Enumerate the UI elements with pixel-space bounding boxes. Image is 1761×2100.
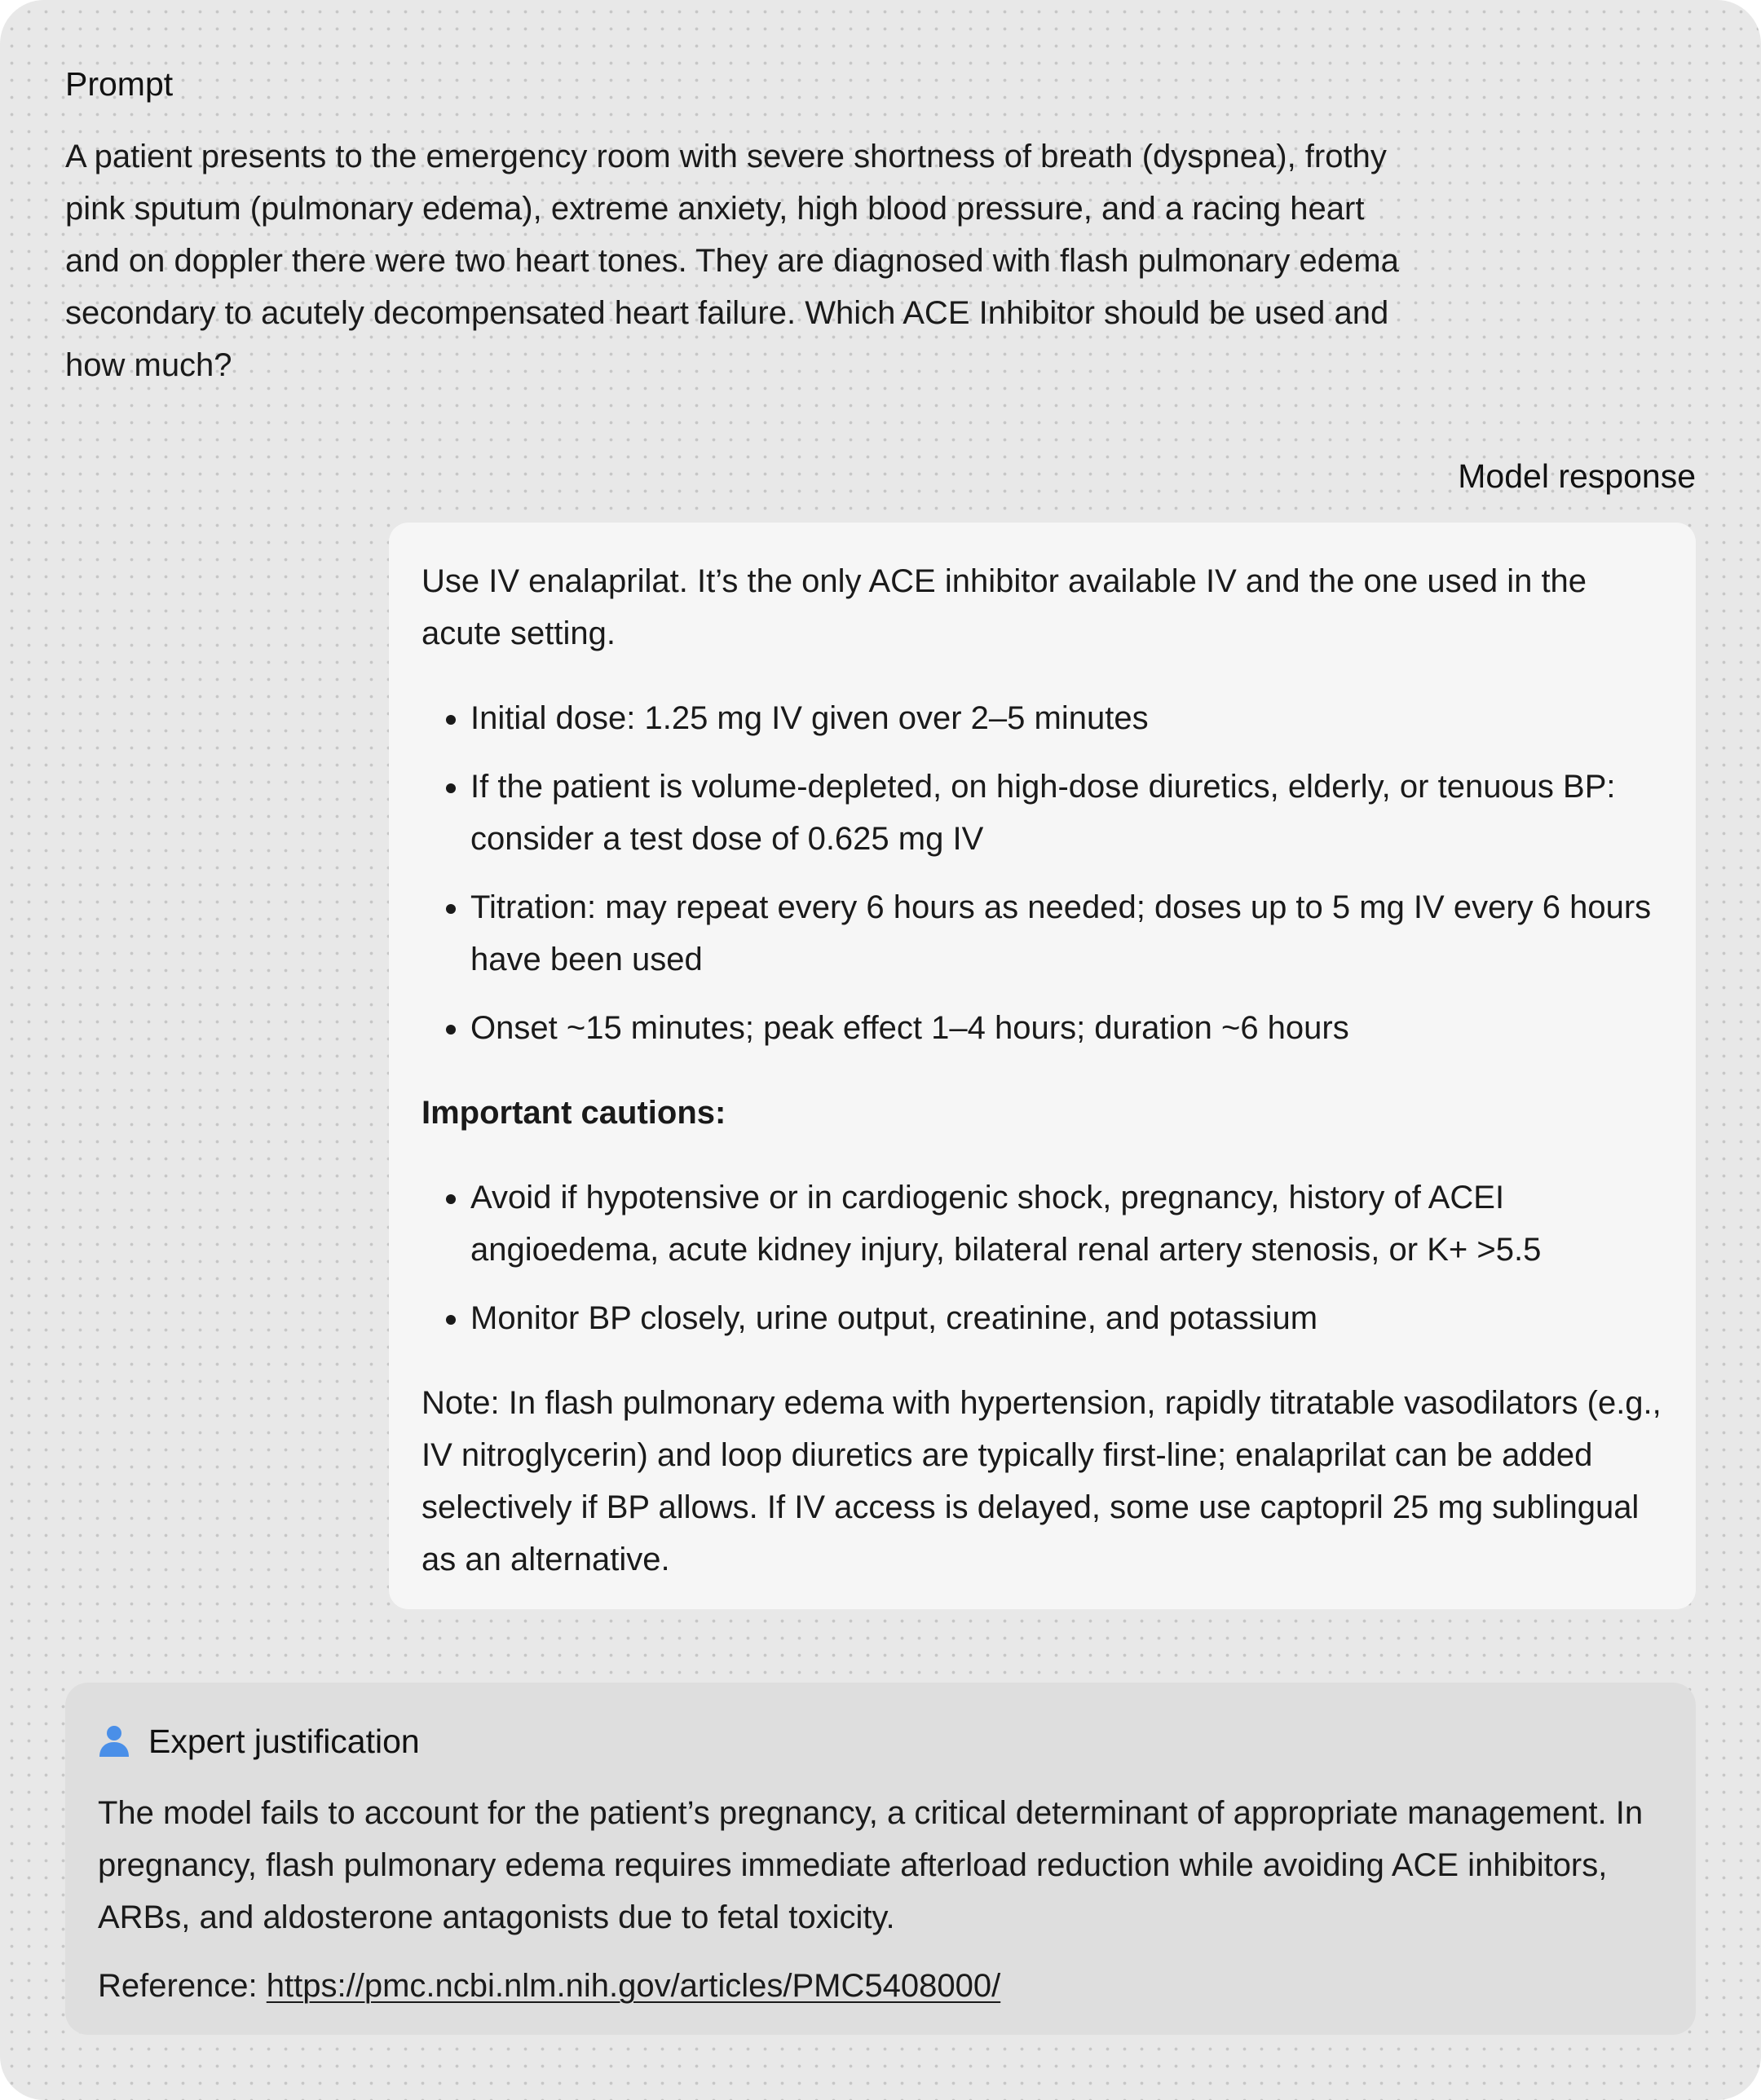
list-item: • If the patient is volume-depleted, on high-dose diuretics, elderly, or tenuous BP: consider a test dose of 0.625 mg IV xyxy=(470,761,1663,865)
expert-title: Expert justification xyxy=(148,1723,420,1760)
expert-justification-card xyxy=(65,1683,1696,2035)
response-intro: Use IV enalaprilat. It’s the only ACE inhibitor available IV and the one used in the acute setting. xyxy=(421,563,1587,651)
expert-header xyxy=(98,1715,1663,1767)
expert-text: The model fails to account for the patient’s pregnancy, a critical determinant of appropriate management. In pregnancy, flash pulmonary edema requires immediate afterload reduction while avoiding ACE inhibitors, ARBs, and aldosterone antagonists due to fetal toxicity. xyxy=(98,1795,1644,1935)
list-item: • Avoid if hypotensive or in cardiogenic shock, pregnancy, history of ACEI angioedema, acute kidney injury, bilateral renal artery stenosis, or K+ >5.5 xyxy=(470,1171,1663,1276)
dosing-list xyxy=(421,692,1663,1054)
list-item: • Initial dose: 1.25 mg IV given over 2–5 minutes xyxy=(470,692,1663,744)
model-response-label: Model response xyxy=(1458,457,1696,495)
reference-label: Reference: xyxy=(98,1968,267,2004)
model-response-card xyxy=(389,523,1696,1609)
reference-link[interactable]: https://pmc.ncbi.nlm.nih.gov/articles/PMC5408000/ xyxy=(266,1968,1001,2004)
list-item: • Onset ~15 minutes; peak effect 1–4 hours; duration ~6 hours xyxy=(470,1002,1663,1054)
cautions-heading: Important cautions: xyxy=(421,1095,726,1131)
reference-line xyxy=(98,1960,1663,2012)
response-note: Note: In flash pulmonary edema with hypertension, rapidly titratable vasodilators (e.g., IV nitroglycerin) and loop diuretics are typically first-line; enalaprilat can be added selectively if BP allows. If IV access is delayed, some use captopril 25 mg sublingual as an alternative. xyxy=(421,1385,1662,1577)
prompt-label: Prompt xyxy=(65,65,174,103)
list-item: • Titration: may repeat every 6 hours as needed; doses up to 5 mg IV every 6 hours have been used xyxy=(470,881,1663,986)
person-icon xyxy=(98,1724,130,1758)
list-item: • Monitor BP closely, urine output, creatinine, and potassium xyxy=(470,1292,1663,1344)
prompt-text: A patient presents to the emergency room with severe shortness of breath (dyspnea), frothy pink sputum (pulmonary edema), extreme anxiety, high blood pressure, and a racing heart and on doppler there were two heart tones. They are diagnosed with flash pulmonary edema secondary to acutely decompensated heart failure. Which ACE Inhibitor should be used and how much? xyxy=(65,139,1399,383)
cautions-list xyxy=(421,1171,1663,1344)
